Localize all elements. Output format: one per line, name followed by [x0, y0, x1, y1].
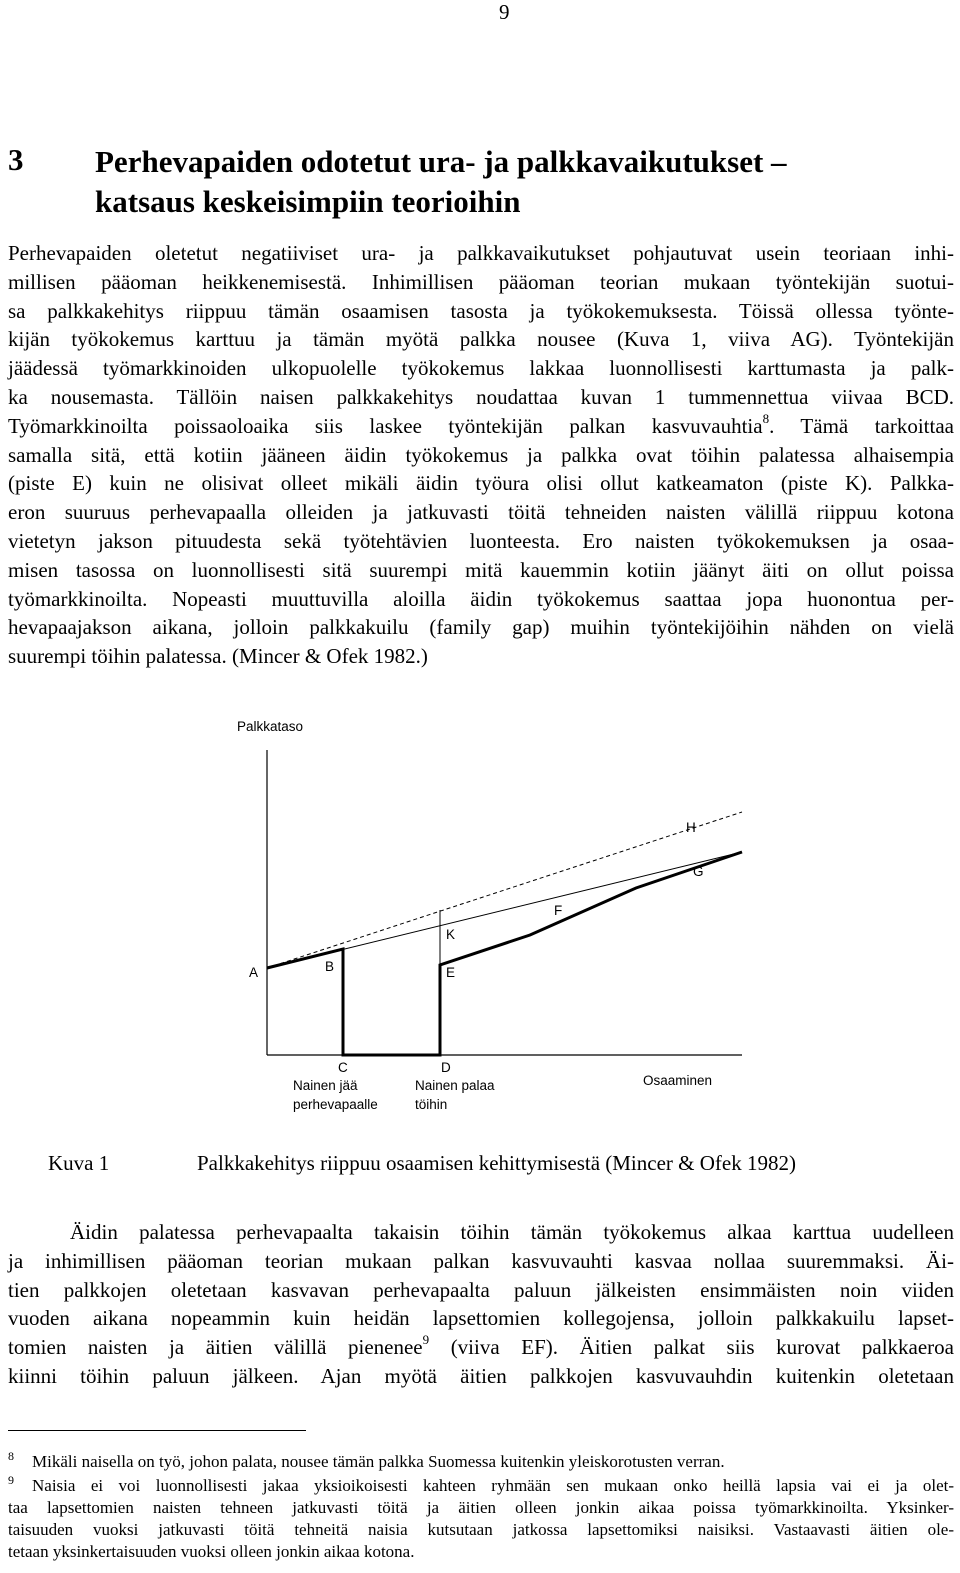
point-d-label: D: [441, 1060, 451, 1075]
footnote-8: [8, 1451, 954, 1473]
text-segment: (viiva EF). Äitien palkat siis kurovat palkkaeroa: [429, 1335, 954, 1360]
footnote-separator: [8, 1430, 306, 1431]
text-line: työmarkkinoilta. Nopeasti muuttuvilla aloilla äidin työkokemus saattaa jopa huonontua per-: [8, 586, 954, 611]
point-a-label: A: [249, 965, 259, 980]
label-c-line: perhevapaalle: [293, 1097, 378, 1112]
label-c-line: Nainen jää: [293, 1078, 358, 1093]
chapter-title: [95, 142, 787, 222]
label-d-line: Nainen palaa: [415, 1078, 495, 1093]
text-line: samalla sitä, että kotiin jääneen äidin työkokemus ja palkka ovat töihin palatessa alhaisempia: [8, 442, 954, 467]
figure-1: [0, 700, 960, 1130]
chapter-title-line: katsaus keskeisimpiin teorioihin: [95, 184, 521, 219]
text-line: vuoden aikana nopeammin kuin heidän lapsettomien kollegojensa, jolloin palkkakuilu lapset-: [8, 1306, 954, 1331]
point-e-label: E: [446, 965, 456, 980]
footnote-ref: 9: [422, 1332, 430, 1348]
footnote-line: taa lapsettomien naisten tehneen jatkuvasti töitä ja äitien olleen jonkin aikaa poissa työmarkkinoilta. Yksinker-: [8, 1498, 954, 1517]
footnote-line: Naisia ei voi luonnollisesti jakaa yksioikoisesti kahteen ryhmään sen mukaan onko heillä lapsia vai ei ja olet-: [32, 1476, 954, 1495]
text-line: jäädessä työmarkkinoiden ulkopuolelle työkokemus lakkaa luonnollisesti karttumasta ja palk-: [8, 356, 954, 381]
paragraph-1: [8, 239, 954, 671]
footnote-9: [8, 1475, 954, 1563]
point-g-label: G: [693, 864, 704, 879]
text-line: ja inhimillisen pääoman teorian mukaan palkan kasvuvauhti kasvaa nollaa suuremmaksi. Äi-: [8, 1248, 954, 1273]
text-line: hevapaajakson aikana, jolloin palkkakuilu (family gap) muihin työntekijöihin nähden on vielä: [8, 615, 954, 640]
text-segment: Työmarkkinoilta poissaoloaika siis laskee työntekijän palkan kasvuvauhtia: [8, 413, 763, 438]
footnote-line: taisuuden vuoksi jatkuvasti töitä tehneitä naisia kutsutaan jatkossa lapsettomiksi naisiksi. Vastaavasti äitien ole-: [8, 1520, 954, 1539]
text-line: Äidin palatessa perhevapaalta takaisin töihin tämän työkokemus alkaa karttua uudelleen: [70, 1220, 954, 1244]
text-line: vietetyn jakson pituudesta sekä työtehtävien luonteesta. Ero naisten työkokemuksen ja osaa-: [8, 528, 954, 553]
figure-caption-label: Kuva 1: [48, 1151, 110, 1175]
label-d-line: töihin: [415, 1097, 448, 1112]
point-h-label: H: [686, 820, 696, 835]
text-line: misen tasossa on luonnollisesti sitä suurempi mitä kauemmin kotiin jäänyt äiti on ollut poissa: [8, 557, 954, 582]
line-b-c-d-e-f: [267, 852, 742, 1055]
text-line: ka nousemasta. Tällöin naisen palkkakehitys noudattaa kuvan 1 tummennettua viivaa BCD.: [8, 384, 954, 409]
footnote-line: tetaan yksinkertaisuuden vuoksi olleen jonkin aikaa kotona.: [8, 1542, 415, 1561]
footnote-number: 8: [8, 1449, 14, 1463]
text-line: sa palkkakehitys riippuu tämän osaamisen tasosta ja työkokemuksesta. Töissä ollessa työnte-: [8, 298, 954, 323]
point-k-label: K: [446, 927, 456, 942]
point-b-label: B: [325, 959, 335, 974]
text-segment: tomien naisten ja äitien välillä pienenee: [8, 1335, 423, 1360]
text-line: eron suuruus perhevapaalla olleiden ja jatkuvasti töitä tehneiden naisten välillä riippuu kotona: [8, 500, 954, 525]
paragraph-2: [8, 1218, 954, 1391]
text-line: kiinni töihin paluun jälkeen. Ajan myötä äitien palkkojen kasvuvauhdin kuitenkin oletetaan: [8, 1363, 954, 1388]
text-line: (piste E) kuin ne olisivat olleet mikäli äidin työura olisi ollut katkeamaton (piste K). Palkka-: [8, 471, 954, 496]
text-line: tien palkkojen oletetaan kasvavan perhevapaalta paluun jälkeisten ensimmäisten noin viiden: [8, 1277, 954, 1302]
text-line: kijän työkokemus karttuu ja tämän myötä palkka nousee (Kuva 1, viiva AG). Työntekijän: [8, 327, 954, 352]
x-axis-label: Osaaminen: [643, 1073, 713, 1088]
point-f-label: F: [554, 903, 563, 918]
footnote-line: Mikäli naisella on työ, johon palata, nousee tämän palkka Suomessa kuitenkin yleiskorotusten verran.: [32, 1452, 725, 1471]
point-c-label: C: [338, 1060, 348, 1075]
wage-diagram: [0, 700, 960, 1130]
text-segment: . Tämä tarkoittaa: [769, 413, 954, 438]
footnote-ref: 8: [762, 410, 770, 426]
page-number: 9: [499, 0, 510, 24]
text-line: Perhevapaiden oletetut negatiiviset ura- ja palkkavaikutukset pohjautuvat usein teoriaan inhi-: [8, 241, 954, 265]
text-line: suurempi töihin palatessa. (Mincer & Ofek 1982.): [8, 644, 428, 669]
footnote-number: 9: [8, 1473, 14, 1487]
text-line: [8, 1333, 954, 1362]
figure-caption-text: Palkkakehitys riippuu osaamisen kehittymisestä (Mincer & Ofek 1982): [197, 1151, 796, 1175]
y-axis-label: Palkkataso: [237, 719, 304, 734]
chapter-title-line: Perhevapaiden odotetut ura- ja palkkavaikutukset –: [95, 144, 787, 179]
text-line: millisen pääoman heikkenemisestä. Inhimillisen pääoman teorian mukaan työntekijän suotui-: [8, 269, 954, 294]
chapter-number: 3: [8, 142, 24, 177]
text-line: [8, 412, 954, 441]
